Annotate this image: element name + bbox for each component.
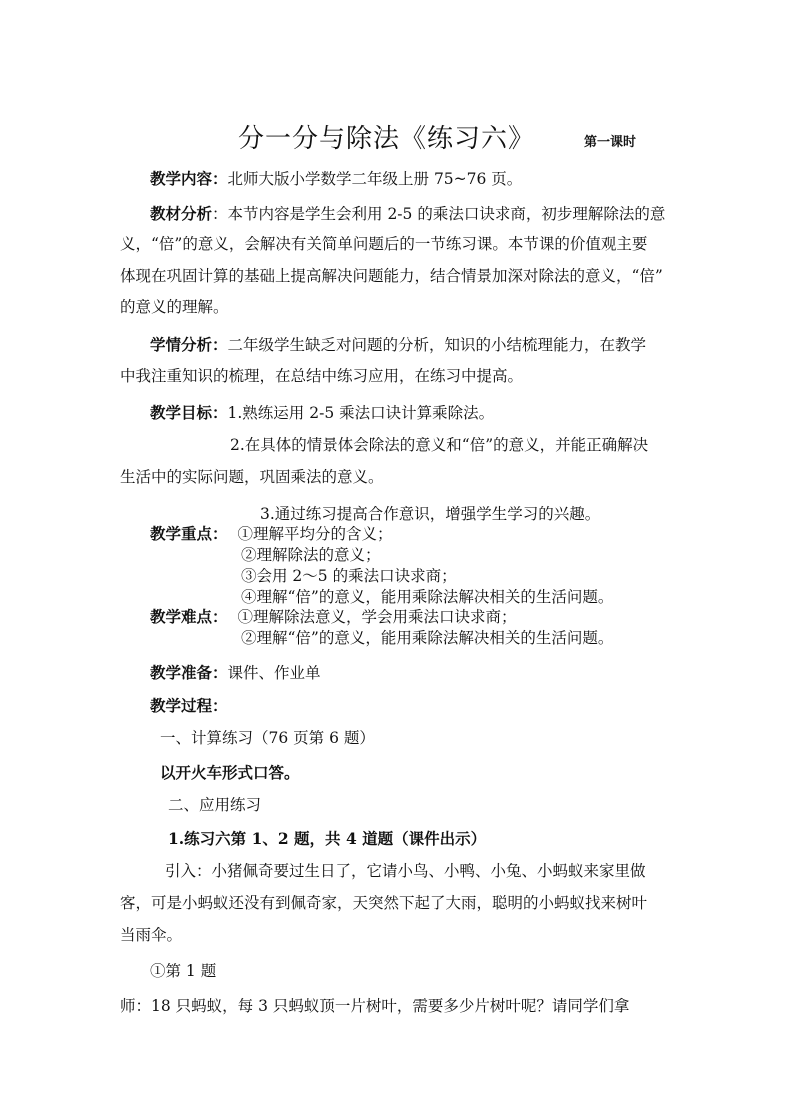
calc-practice-note: 以开火车形式口答。 bbox=[160, 763, 300, 782]
teaching-content-text: 北师大版小学数学二年级上册 75~76 页。 bbox=[227, 170, 523, 188]
material-analysis-line4: 的意义的理解。 bbox=[120, 298, 229, 316]
exercise-1-2: 1.练习六第 1、2 题，共 4 道题（课件出示） bbox=[168, 829, 487, 848]
document-title: 分一分与除法《练习六》 bbox=[238, 124, 536, 154]
student-analysis-line2: 中我注重知识的梳理，在总结中练习应用，在练习中提高。 bbox=[120, 367, 524, 385]
intro-line2: 客，可是小蚂蚁还没有到佩奇家，天突然下起了大雨，聪明的小蚂蚁找来树叶 bbox=[120, 894, 648, 912]
teaching-goal-1: 教学目标：1.熟练运用 2-5 乘法口诀计算乘除法。 bbox=[150, 403, 495, 422]
teaching-goal-2a: 2.在具体的情景体会除法的意义和“倍”的意义，并能正确解决 bbox=[230, 436, 649, 454]
difficulty-1: 教学难点： ①理解除法意义，学会用乘法口诀求商； bbox=[150, 607, 517, 626]
difficulty-2: ②理解“倍”的意义，能用乘除法解决相关的生活问题。 bbox=[241, 629, 614, 647]
material-analysis-line3: 体现在巩固计算的基础上提高解决问题能力，结合情景加深对除法的意义，“倍” bbox=[120, 267, 663, 285]
teaching-goal-2b: 生活中的实际问题，巩固乘法的意义。 bbox=[120, 468, 384, 486]
teaching-prep-label: 教学准备： bbox=[150, 663, 228, 682]
teaching-process-label: 教学过程： bbox=[150, 696, 228, 715]
teacher-line: 师：18 只蚂蚁，每 3 只蚂蚁顶一片树叶，需要多少片树叶呢？请同学们拿 bbox=[120, 997, 630, 1015]
lesson-number: 第一课时 bbox=[584, 135, 637, 150]
key-point-4: ④理解“倍”的意义，能用乘除法解决相关的生活问题。 bbox=[241, 588, 614, 606]
question-1: ①第 1 题 bbox=[150, 962, 217, 980]
key-points-label: 教学重点： bbox=[150, 524, 228, 543]
key-point-1: 教学重点： ①理解平均分的含义； bbox=[150, 524, 393, 543]
material-analysis-line1: 教材分析：本节内容是学生会利用 2-5 的乘法口诀求商，初步理解除法的意 bbox=[150, 204, 666, 223]
teaching-goals-label: 教学目标： bbox=[150, 403, 228, 422]
student-analysis-label: 学情分析： bbox=[150, 335, 228, 354]
intro-line3: 当雨伞。 bbox=[120, 926, 183, 944]
intro-line1: 引入：小猪佩奇要过生日了，它请小鸟、小鸭、小兔、小蚂蚁来家里做 bbox=[165, 862, 646, 880]
key-point-2: ②理解除法的意义； bbox=[241, 546, 381, 564]
key-point-3: ③会用 2～5 的乘法口诀求商； bbox=[241, 567, 457, 585]
student-analysis-line1: 学情分析：二年级学生缺乏对问题的分析，知识的小结梳理能力，在教学 bbox=[150, 335, 647, 354]
teaching-prep: 教学准备：课件、作业单 bbox=[150, 663, 321, 682]
difficulties-label: 教学难点： bbox=[150, 607, 228, 626]
material-analysis-line2: 义，“倍”的意义，会解决有关简单问题后的一节练习课。本节课的价值观主要 bbox=[120, 235, 648, 253]
section-calc-practice: 一、计算练习（76 页第 6 题） bbox=[160, 729, 375, 747]
section-application-practice: 二、应用练习 bbox=[168, 796, 262, 814]
teaching-goal-3: 3.通过练习提高合作意识，增强学生学习的兴趣。 bbox=[260, 505, 601, 523]
teaching-content bbox=[150, 163, 705, 196]
teaching-content-label: 教学内容： bbox=[150, 169, 228, 188]
material-analysis-label: 教材分析 bbox=[150, 204, 213, 223]
